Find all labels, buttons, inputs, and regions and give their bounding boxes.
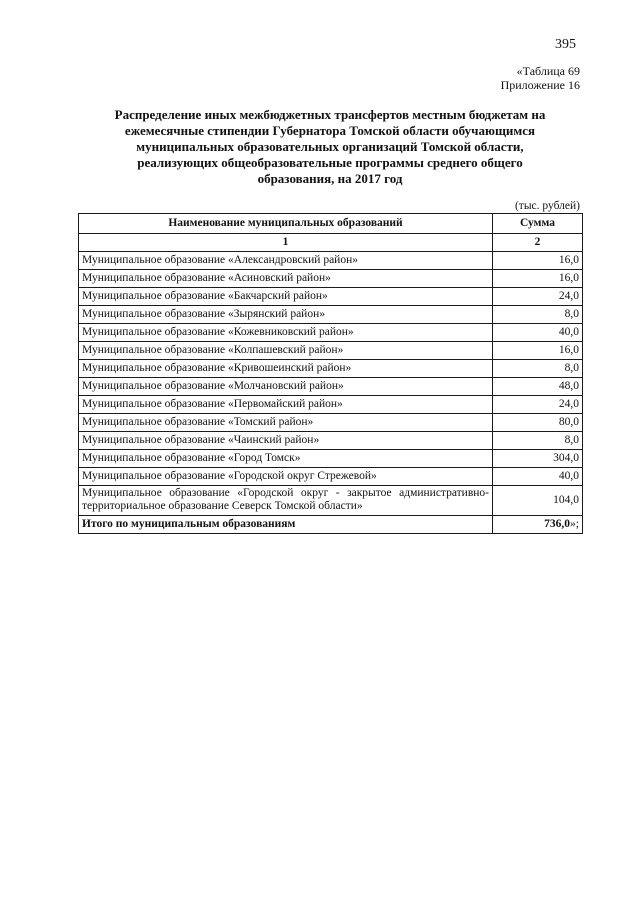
table-row (79, 360, 583, 378)
municipality-name: Муниципальное образование «Чаинский район» (79, 432, 493, 450)
amount-value: 16,0 (493, 252, 583, 270)
amount-value: 24,0 (493, 396, 583, 414)
column-number-2: 2 (493, 234, 583, 252)
municipality-name: Муниципальное образование «Город Томск» (79, 450, 493, 468)
table-row (79, 288, 583, 306)
table-row (79, 468, 583, 486)
amount-value: 16,0 (493, 342, 583, 360)
appendix-label: Приложение 16 (500, 78, 580, 92)
municipality-name: Муниципальное образование «Александровский район» (79, 252, 493, 270)
amount-value: 104,0 (493, 486, 583, 516)
page-number: 395 (555, 37, 576, 52)
table-row (79, 378, 583, 396)
amount-value: 304,0 (493, 450, 583, 468)
total-row (79, 516, 583, 534)
municipality-name: Муниципальное образование «Кривошеинский район» (79, 360, 493, 378)
amount-value: 8,0 (493, 432, 583, 450)
table-row (79, 450, 583, 468)
document-title (78, 107, 582, 187)
total-amount-cell (493, 516, 583, 534)
title-line: реализующих общеобразовательные программы среднего общего (137, 155, 523, 170)
column-number-1: 1 (79, 234, 493, 252)
transfers-table (78, 213, 583, 534)
total-amount: 736,0 (544, 517, 571, 530)
table-number-label: «Таблица 69 (516, 64, 580, 78)
amount-value: 40,0 (493, 324, 583, 342)
table-row (79, 486, 583, 516)
municipality-name: Муниципальное образование «Кожевниковский район» (79, 324, 493, 342)
title-line: ежемесячные стипендии Губернатора Томской области обучающимся (124, 123, 536, 138)
header-amount: Сумма (493, 214, 583, 234)
municipality-name: Муниципальное образование «Городской округ Стрежевой» (79, 468, 493, 486)
amount-value: 24,0 (493, 288, 583, 306)
municipality-name: Муниципальное образование «Томский район» (79, 414, 493, 432)
municipality-name: Муниципальное образование «Бакчарский район» (79, 288, 493, 306)
municipality-name: Муниципальное образование «Колпашевский район» (79, 342, 493, 360)
table-row (79, 342, 583, 360)
table-reference (501, 64, 580, 92)
table-row (79, 306, 583, 324)
amount-value: 8,0 (493, 360, 583, 378)
table-row (79, 432, 583, 450)
table-row (79, 414, 583, 432)
municipality-name: Муниципальное образование «Молчановский район» (79, 378, 493, 396)
table-header-row (79, 214, 583, 234)
title-line: Распределение иных межбюджетных трансфертов местным бюджетам на (114, 107, 546, 122)
amount-value: 16,0 (493, 270, 583, 288)
amount-value: 80,0 (493, 414, 583, 432)
municipality-name: Муниципальное образование «Асиновский район» (79, 270, 493, 288)
municipality-name: Муниципальное образование «Городской округ - закрытое административно-территориальное образование Северск Томской области» (79, 486, 493, 516)
table-row (79, 252, 583, 270)
amount-value: 48,0 (493, 378, 583, 396)
table-row (79, 324, 583, 342)
table-row (79, 270, 583, 288)
amount-value: 40,0 (493, 468, 583, 486)
municipality-name: Муниципальное образование «Первомайский район» (79, 396, 493, 414)
title-line: муниципальных образовательных организаций Томской области, (136, 139, 524, 154)
title-line: образования, на 2017 год (257, 171, 403, 186)
amount-value: 8,0 (493, 306, 583, 324)
header-municipality: Наименование муниципальных образований (79, 214, 493, 234)
closing-quote: »; (570, 517, 579, 530)
municipality-name: Муниципальное образование «Зырянский район» (79, 306, 493, 324)
column-numbers-row (79, 234, 583, 252)
total-label: Итого по муниципальным образованиям (79, 516, 493, 534)
units-label: (тыс. рублей) (514, 200, 580, 212)
table-row (79, 396, 583, 414)
